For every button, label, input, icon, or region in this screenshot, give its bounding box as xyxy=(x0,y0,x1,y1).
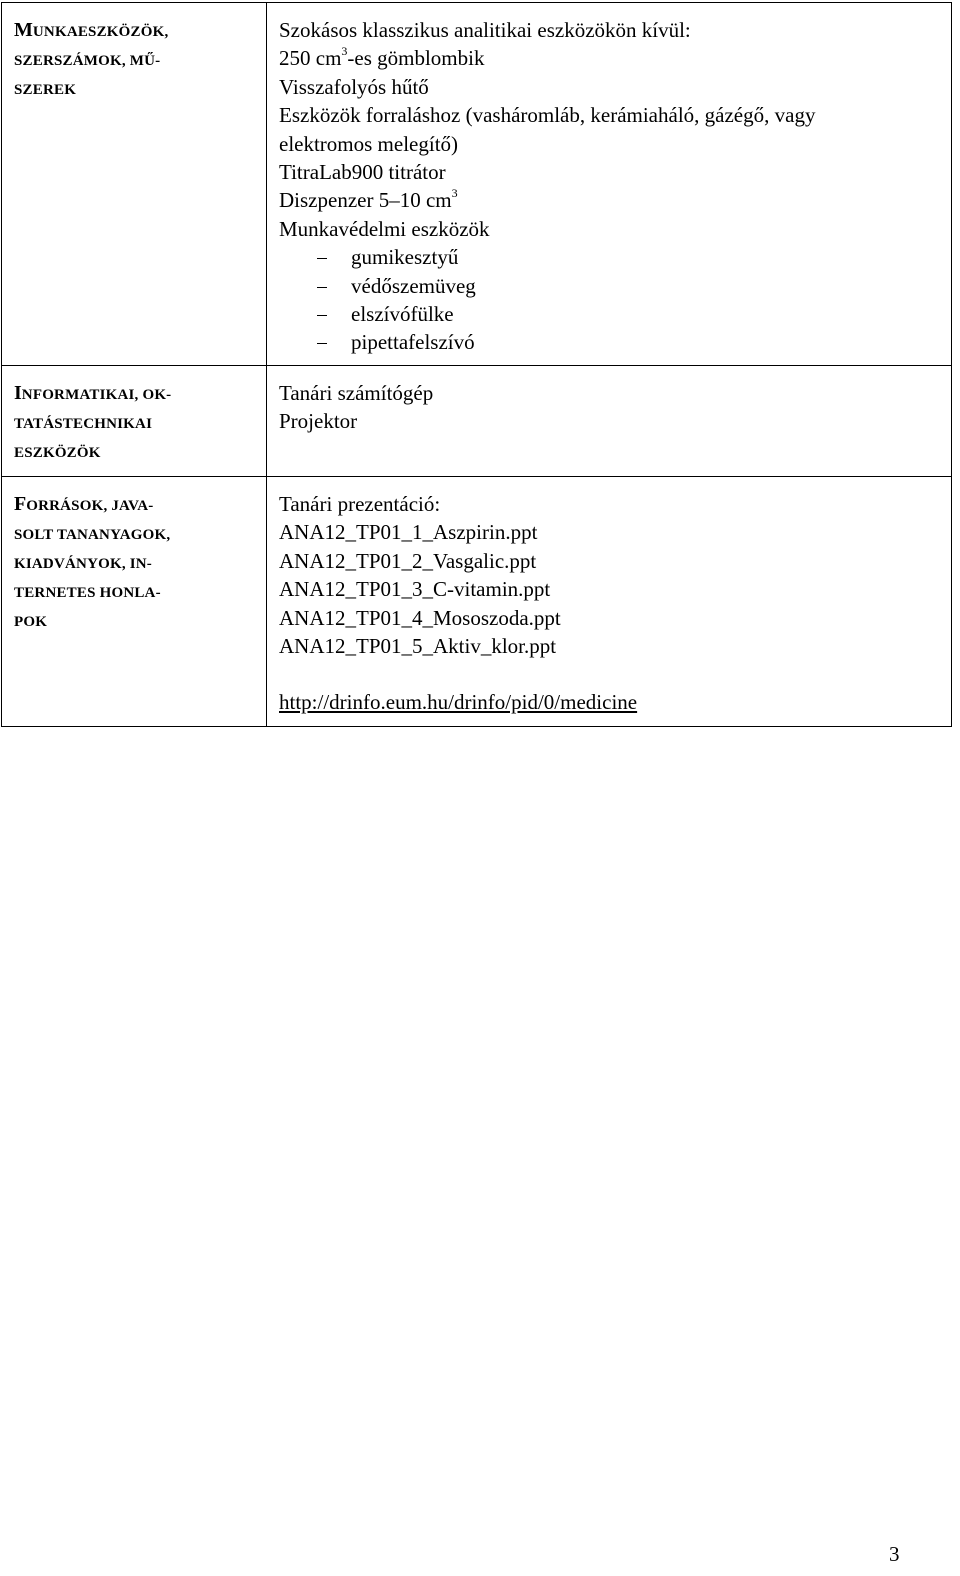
flask-text: 250 $cm^3-es$ gömblombik xyxy=(279,44,485,71)
presentation-title: Tanári prezentáció: xyxy=(279,491,441,516)
file-item: ANA12_TP01_4_Mososzoda.ppt xyxy=(279,605,561,630)
dash-bullet-icon xyxy=(317,287,327,288)
row-content-sources xyxy=(267,476,952,726)
file-item: ANA12_TP01_3_C-vitamin.ppt xyxy=(279,577,551,602)
list-item: gumikesztyű xyxy=(279,243,941,271)
table-row xyxy=(2,365,952,476)
boiling-text-2: elektromos melegítő) xyxy=(279,131,459,156)
file-item: ANA12_TP01_5_Aktiv_klor.ppt xyxy=(279,633,557,658)
row-label-it: INFORMATIKAI, OK- TATÁSTECHNIKAI ESZKÖZÖK xyxy=(2,365,267,476)
page-number: 3 xyxy=(889,1542,900,1566)
table-row xyxy=(2,476,952,726)
file-item: ANA12_TP01_2_Vasgalic.ppt xyxy=(279,548,537,573)
list-item: Projektor xyxy=(279,409,358,434)
medicine-link[interactable]: http://drinfo.eum.hu/drinfo/pid/0/medicine xyxy=(279,690,638,715)
dash-bullet-icon xyxy=(317,315,327,316)
row-content-it xyxy=(267,365,952,476)
dispenser-text: Diszpenzer 5–10 $cm^3$ xyxy=(279,186,458,213)
cooler-text: Visszafolyós hűtő xyxy=(279,74,429,99)
list-item: védőszemüveg xyxy=(279,272,941,300)
row-content-tools xyxy=(267,3,952,366)
dash-bullet-icon xyxy=(317,258,327,259)
resources-table xyxy=(1,2,952,727)
row-label-sources: FORRÁSOK, JAVA- SOLT TANANYAGOK, KIADVÁNYOK, IN- TERNETES HONLA- POK xyxy=(2,476,267,726)
titrator-text: TitraLab900 titrátor xyxy=(279,160,446,185)
table-row xyxy=(2,3,952,366)
boiling-text-1: Eszközök forraláshoz (vasháromláb, kerámiaháló, gázégő, vagy xyxy=(279,103,816,128)
list-item: elszívófülke xyxy=(279,300,941,328)
list-item: pipettafelszívó xyxy=(279,328,941,356)
safety-title: Munkavédelmi eszközök xyxy=(279,216,490,241)
row-label-tools: MUNKAESZKÖZÖK, SZERSZÁMOK, MŰ- SZEREK xyxy=(2,3,267,366)
file-item: ANA12_TP01_1_Aszpirin.ppt xyxy=(279,520,538,545)
intro-text: Szokásos klasszikus analitikai eszközökön kívül: xyxy=(279,18,691,42)
dash-bullet-icon xyxy=(317,343,327,344)
list-item: Tanári számítógép xyxy=(279,380,434,405)
